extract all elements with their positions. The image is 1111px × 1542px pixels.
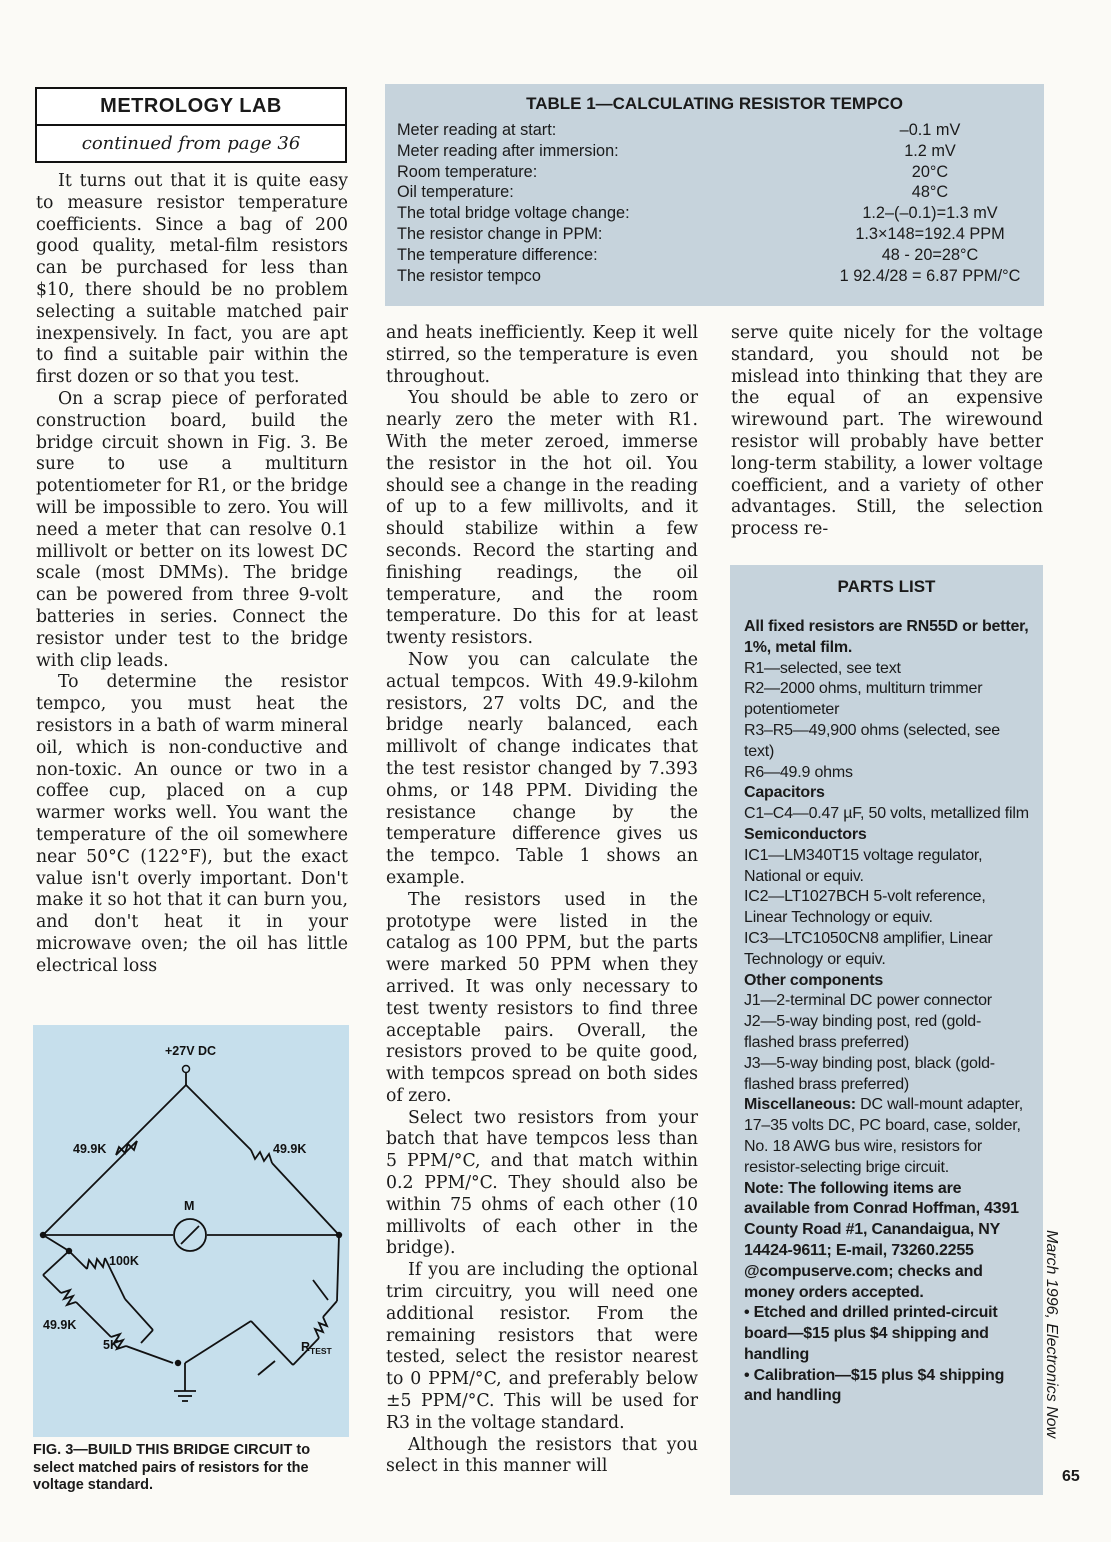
figure-caption: FIG. 3—BUILD THIS BRIDGE CIRCUIT to select matched pairs of resistors for the voltage standard. (33, 1442, 311, 1493)
parts-bullet: • Etched and drilled printed-circuit board—$15 plus $4 shipping and handling (744, 1304, 998, 1363)
wire (43, 1235, 69, 1251)
table-value: 48°C (911, 183, 949, 202)
parts-item: J1—2-terminal DC power connector (744, 992, 992, 1010)
wire (43, 1251, 69, 1275)
parts-heading: Other components (744, 971, 884, 989)
label-meter: M (184, 1199, 195, 1213)
section-title: METROLOGY LAB (37, 89, 345, 126)
bridge-circuit-schematic (33, 1025, 349, 1437)
paragraph: It turns out that it is quite easy to measure resistor temperature coefficients. Since a bag of 200 good quality, metal-film resistors can be purchased for less than $10, there should be no problem selecting a suitable matched pair inexpensively. In fact, you are apt to find a suitable pair within the first dozen or so that you test. (36, 171, 348, 388)
wire (185, 1321, 251, 1363)
resistor-top-right (251, 1150, 272, 1163)
paragraph: To determine the resistor tempco, you must heat the resistors in a bath of warm mineral oil, which is non-conductive and non-toxic. An ounce or two in a coffee cup, placed on a cup warmer works well. You want the temperature of the oil somewhere near 50°C (122°F), but the exact value isn't overly important. Don't make it so hot that it can burn you, and don't heat it in your microwave oven; the oil has little electrical loss (36, 672, 348, 976)
wire (116, 1085, 186, 1155)
table-value: –0.1 mV (899, 121, 961, 139)
table-row (385, 204, 1044, 225)
table-label: The resistor tempco (397, 266, 541, 285)
table-row (385, 267, 1044, 288)
label-supply: +27V DC (165, 1044, 217, 1058)
table-value: 1.2 mV (904, 141, 956, 160)
parts-item: J2—5-way binding post, red (gold-flashed brass preferred) (744, 1013, 982, 1051)
parts-list (730, 565, 1043, 1495)
paragraph: Now you can calculate the actual tempcos. With 49.9-kilohm resistors, 27 volts DC, and the bridge nearly balanced, each millivolt of change indicates that the test resistor changed by 7.393 ohms, or 148 PPM. Dividing the resistance change by the temperature difference gives us the tempco. Table 1 shows an example. (386, 649, 698, 888)
wire (186, 1085, 251, 1150)
paragraph: and heats inefficiently. Keep it well stirred, so the temperature is even throughout. (386, 323, 698, 387)
parts-item: R6—49.9 ohms (744, 763, 853, 781)
body-column-2 (386, 323, 698, 1478)
table-value: 1.3×148=192.4 PPM (855, 224, 1005, 243)
supply-terminal (183, 1066, 190, 1073)
label-r-top-left: 49.9K (73, 1142, 107, 1156)
clip-arrow (313, 1280, 328, 1300)
paragraph: Select two resistors from your batch that have tempcos less than 5 PPM/°C, and that match within 0.2 PPM/°C. They should also be within 75 ohms of each other (10 millivolts of each other in the bridge). (386, 1107, 698, 1259)
parts-intro: All fixed resistors are RN55D or better, 1%, metal film. (744, 618, 1029, 656)
table-label: Oil temperature: (397, 183, 514, 202)
body-column-1 (36, 171, 348, 977)
label-pot-5k: 5K (103, 1338, 119, 1352)
table-value: 1 92.4/28 = 6.87 PPM/°C (839, 266, 1021, 285)
resistor-bottom-left (61, 1290, 76, 1305)
table-row (385, 142, 1044, 163)
table-label: The temperature difference: (397, 245, 598, 264)
wire (43, 1275, 61, 1293)
wire (69, 1251, 87, 1269)
table-row (385, 183, 1044, 204)
parts-list-title: PARTS LIST (837, 577, 936, 596)
resistor-test (315, 1317, 327, 1338)
label-r-test: $R_{TEST}$ (301, 1340, 332, 1356)
wire (76, 1302, 111, 1337)
table-row (385, 163, 1044, 184)
parts-item: R2—2000 ohms, multiturn trimmer potentiometer (744, 680, 983, 719)
meter-needle (181, 1226, 199, 1244)
table-label: Meter reading at start: (397, 121, 557, 139)
wire (251, 1321, 293, 1365)
paragraph: The resistors used in the prototype were listed in the catalog as 100 PPM, but the parts were marked 50 PPM when they arrived. It was only necessary to test twenty resistors to find three acceptable pairs. Overall, the resistors proved to be quite good, with tempcos spread on both sides of zero. (386, 889, 698, 1106)
wire (126, 1346, 173, 1363)
parts-heading: Semiconductors (744, 825, 867, 843)
parts-heading: Capacitors (744, 784, 825, 802)
wire (323, 1301, 337, 1317)
parts-item: R1—selected, see text (744, 659, 901, 677)
wiper (141, 1330, 153, 1343)
parts-item: IC1—LM340T15 voltage regulator, National or equiv. (744, 846, 983, 885)
wire (337, 1235, 339, 1301)
table-row (385, 246, 1044, 267)
label-r-100k: 100K (109, 1254, 139, 1268)
paragraph: If you are including the optional trim circuitry, you will need one additional resistor. From the remaining resistors that were tested, select the resistor nearest to 0 PPM/°C, and preferably below ±5 PPM/°C. This will be used for R3 in the voltage standard. (386, 1260, 698, 1433)
node-dot (175, 1360, 181, 1366)
figure-bridge-circuit (33, 1025, 349, 1437)
table-label: The resistor change in PPM: (397, 224, 603, 243)
wire (125, 1299, 153, 1330)
issue-footer: March 1996, Electronics Now (1043, 1230, 1060, 1439)
paragraph: Although the resistors that you select in this manner will (386, 1434, 698, 1477)
parts-item: C1–C4—0.47 µF, 50 volts, metallized film (744, 805, 1029, 823)
node-dot (336, 1232, 342, 1238)
table-value: 20°C (911, 162, 949, 181)
page-number: 65 (1062, 1468, 1080, 1485)
table-label: Meter reading after immersion: (397, 141, 619, 160)
parts-item: R3–R5—49,900 ohms (selected, see text) (744, 721, 1000, 760)
parts-misc-text: DC wall-mount adapter, 17–35 volts DC, PC board, case, solder, No. 18 AWG bus wire, resistors for resistor-selecting brige circuit. (744, 1096, 1023, 1176)
parts-list-body (730, 617, 1043, 1407)
parts-item: IC2—LT1027BCH 5-volt reference, Linear Technology or equiv. (744, 888, 986, 927)
table-value: 48 - 20=28°C (881, 245, 979, 264)
parts-note: Note: The following items are available from Conrad Hoffman, 4391 County Road #1, Canandaigua, NY 14424-9611; E-mail, 73260.2255 @compuserve.com; checks and money orders accepted. (744, 1179, 1019, 1301)
label-r-bottom-left: 49.9K (43, 1318, 77, 1332)
table-1 (385, 84, 1044, 306)
table-row (385, 121, 1044, 142)
paragraph: You should be able to zero or nearly zero the meter with R1. With the meter zeroed, immerse the resistor in the hot oil. You should see a change in the reading of up to a few millivolts, and it should stabilize within a few seconds. Record the starting and finishing readings, the oil temperature, and the room temperature. Do this for at least twenty resistors. (386, 388, 698, 649)
paragraph: On a scrap piece of perforated construction board, build the bridge circuit shown in Fig. 3. Be sure to use a multiturn potentiometer for R1, or the bridge will be impossible to zero. You will need a meter that can resolve 0.1 millivolt or better on its lowest DC scale (most DMMs). The bridge can be powered from three 9-volt batteries in series. Connect the resistor under test to the bridge with clip leads. (36, 388, 348, 671)
node-dot (66, 1248, 72, 1254)
wire (272, 1163, 339, 1235)
continued-note: continued from page 36 (81, 133, 301, 154)
node-dot (40, 1232, 46, 1238)
parts-item: J3—5-way binding post, black (gold-flashed brass preferred) (744, 1054, 995, 1093)
parts-item: IC3—LTC1050CN8 amplifier, Linear Technology or equiv. (744, 929, 993, 968)
parts-bullet: • Calibration—$15 plus $4 shipping and handling (744, 1366, 1005, 1405)
body-column-3 (731, 323, 1043, 541)
paragraph: serve quite nicely for the voltage standard, you should not be mislead into thinking that they are the equal of an expensive wirewound part. The wirewound resistor will probably have better long-term stability, a lower voltage coefficient, and a variety of other advantages. Still, the selection process re- (731, 323, 1043, 540)
parts-item (744, 1095, 1031, 1178)
table-label: The total bridge voltage change: (397, 204, 630, 223)
section-header-box (35, 87, 347, 163)
table-value: 1.2–(–0.1)=1.3 mV (862, 204, 998, 223)
table-title: TABLE 1—CALCULATING RESISTOR TEMPCO (526, 94, 903, 113)
clip-arrow (258, 1361, 275, 1375)
resistor-100k (87, 1258, 105, 1269)
parts-heading: Miscellaneous: (744, 1096, 856, 1114)
label-r-top-right: 49.9K (273, 1142, 307, 1156)
table-row (385, 225, 1044, 246)
table-label: Room temperature: (397, 162, 538, 181)
